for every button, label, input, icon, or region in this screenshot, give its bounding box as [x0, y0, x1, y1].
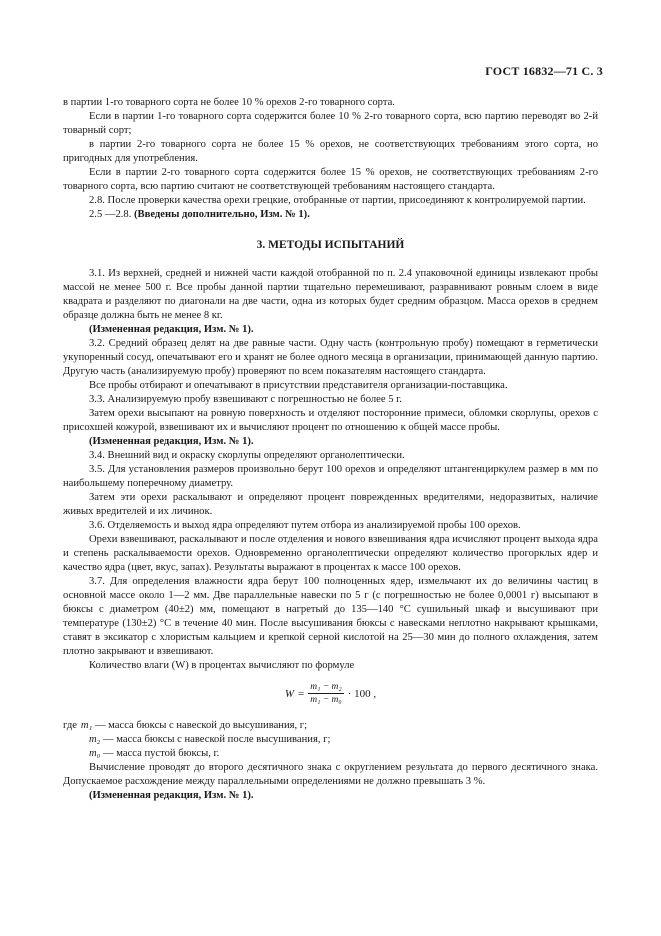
clause-3-1: 3.1. Из верхней, средней и нижней части каждой отобранной по п. 2.4 упаковочной единицы извлекают пробы массой не менее 500 г. Все пробы данной партии тщательно перемешивают, разравнивают ровным слоем в виде квадрата и разделяют по диагонали на две части, одна из которых будет средним образцом. Масса орехов в среднем образце должна быть не менее 8 кг.	[63, 268, 598, 321]
formula-multiplier: · 100 ,	[347, 687, 377, 700]
legend-text: — масса бюксы с навеской до высушивания, г;	[94, 720, 308, 731]
clause-3-3-cont: Затем орехи высыпают на ровную поверхность и отделяют посторонние примеси, обломки скорлупы, орехов с присохшей кожурой, взвешивают их и вычисляют процент по отношению к общей массе пробы.	[63, 408, 598, 433]
page-header: ГОСТ 16832—71 С. 3	[485, 64, 603, 78]
clause-3-3: 3.3. Анализируемую пробу взвешивают с погрешностью не более 5 г.	[89, 394, 402, 405]
clause-3-6: 3.6. Отделяемость и выход ядра определяют путем отбора из анализируемой пробы 100 орехов.	[89, 520, 521, 531]
legend-symbol: m₀	[89, 748, 101, 759]
amendment-prefix: 2.5 —2.8.	[89, 209, 135, 220]
legend-symbol: m₂	[89, 734, 101, 745]
legend-row	[63, 719, 598, 733]
formula-intro: Количество влаги (W) в процентах вычисляют по формуле	[89, 660, 355, 671]
legend-row	[63, 747, 598, 761]
formula-numerator: m₁ − m₂	[310, 682, 342, 692]
legend-symbol: m₁	[80, 720, 93, 731]
paragraph: 2.8. После проверки качества орехи грецкие, отобранные от партии, присоединяют к контролируемой партии.	[89, 195, 586, 206]
amendment-note: (Измененная редакция, Изм. № 1).	[89, 324, 254, 335]
clause-3-2-cont: Все пробы отбирают и опечатывают в присутствии представителя организации-поставщика.	[89, 380, 508, 391]
legend-text: — масса бюксы с навеской после высушивания, г;	[103, 734, 331, 745]
section-title: 3. МЕТОДЫ ИСПЫТАНИЙ	[256, 239, 405, 251]
formula-legend	[63, 719, 598, 761]
formula-denominator: m₁ − m₀	[310, 695, 342, 705]
legend-text: — масса пустой бюксы, г.	[103, 748, 220, 759]
formula-eq: =	[298, 687, 305, 700]
amendment-note: (Измененная редакция, Изм. № 1).	[89, 790, 254, 801]
moisture-formula	[63, 681, 598, 711]
document-body	[63, 96, 598, 803]
paragraph: в партии 2-го товарного сорта не более 15 % орехов, не соответствующих требованиям этого сорта, но пригодных для употребления.	[63, 139, 598, 164]
formula-lhs: W	[284, 687, 295, 700]
clause-3-4: 3.4. Внешний вид и окраску скорлупы определяют органолептически.	[89, 450, 405, 461]
legend-row	[63, 733, 598, 747]
clause-3-2: 3.2. Средний образец делят на две равные части. Одну часть (контрольную пробу) помещают в герметически укупоренный сосуд, опечатывают его и хранят не более одного месяца в организации, принимающей данную партию. Другую часть (анализируемую пробу) проверяют по всем показателям настоящего стандарта.	[63, 338, 598, 377]
amendment-note: (Измененная редакция, Изм. № 1).	[89, 436, 254, 447]
paragraph: в партии 1-го товарного сорта не более 10 % орехов 2-го товарного сорта.	[63, 97, 395, 108]
clause-3-5-cont: Затем эти орехи раскалывают и определяют процент поврежденных вредителями, недоразвитых, наличие живых вредителей и их личинок.	[63, 492, 598, 517]
paragraph: Если в партии 1-го товарного сорта содержится более 10 % 2-го товарного сорта, всю партию переводят во 2-й товарный сорт;	[63, 111, 598, 136]
legend-lead: где	[63, 720, 77, 731]
clause-3-6-cont: Орехи взвешивают, раскалывают и после отделения и нового взвешивания ядра исчисляют процент выхода ядра и степень раскалываемости орехов. Одновременно органолептически определяют количество прогорклых ядер и качество ядра (цвет, вкус, запах). Результаты выражают в процентах к массе 100 орехов.	[63, 534, 598, 573]
clause-3-7: 3.7. Для определения влажности ядра берут 100 полноценных ядер, измельчают их до величины частиц в основной массе около 1—2 мм. Две параллельные навески по 5 г (с погрешностью не более 0,0001 г) высыпают в бюксы с диаметром (40±2) мм, помещают в нагретый до 135—140 °С сушильный шкаф и высушивают при температуре (130±2) °С в течение 40 мин. После высушивания бюксы с навесками неплотно накрывают крышками, ставят в эксикатор с хлористым кальцием и крепкой серной кислотой на 25—30 мин до полного охлаждения, затем плотно закрывают и взвешивают.	[63, 576, 598, 657]
clause-3-5: 3.5. Для установления размеров произвольно берут 100 орехов и определяют штангенциркулем размер в мм по наибольшему поперечному диаметру.	[63, 464, 598, 489]
amendment-bold: (Введены дополнительно, Изм. № 1).	[134, 209, 310, 220]
final-paragraph: Вычисление проводят до второго десятичного знака с округлением результата до первого десятичного знака. Допускаемое расхождение между параллельными определениями не должно превышать 3 %.	[63, 762, 598, 787]
paragraph: Если в партии 2-го товарного сорта содержится более 15 % орехов, не соответствующих требованиям 2-го товарного сорта, всю партию считают не соответствующей требованиям настоящего стандарта.	[63, 167, 598, 192]
amendment-intro	[63, 208, 598, 222]
formula-fraction	[308, 681, 344, 706]
